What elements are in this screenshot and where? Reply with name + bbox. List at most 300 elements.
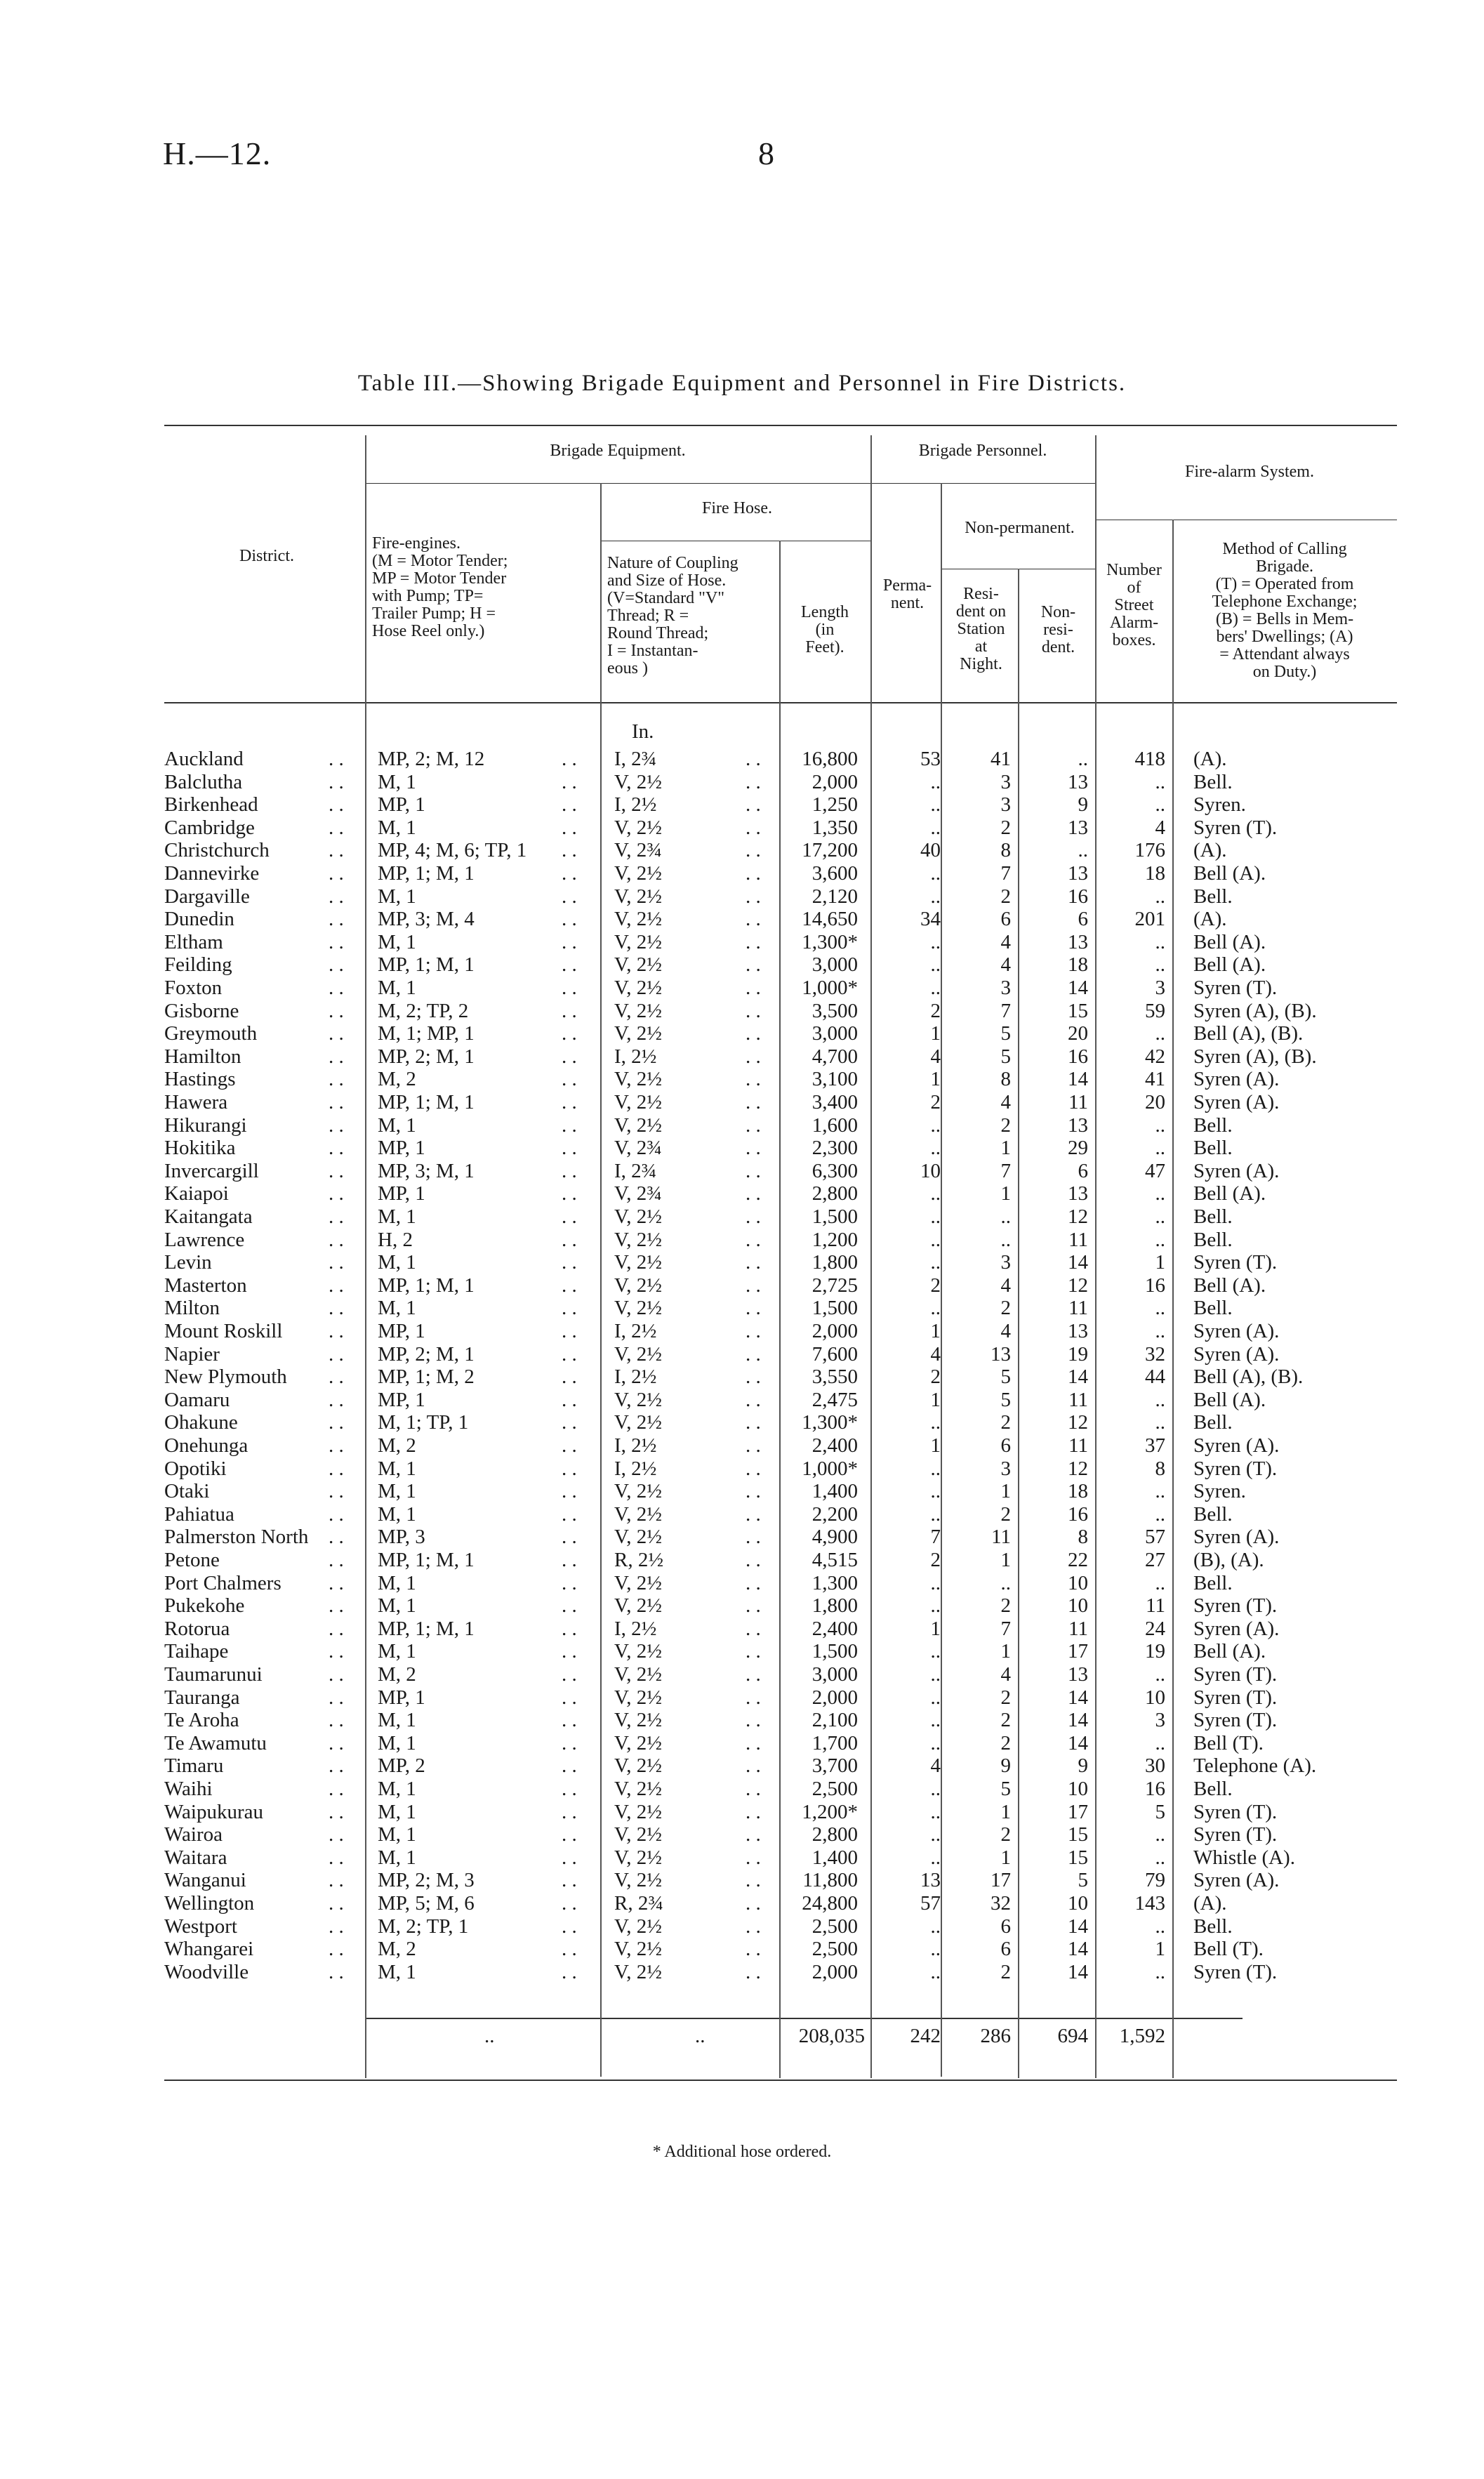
permanent-cell: ..: [930, 862, 941, 885]
hose-cell: V, 2½: [614, 1846, 662, 1869]
length-cell: 1,600: [811, 1113, 858, 1137]
resident-cell: 3: [1000, 977, 1011, 999]
alarm-boxes-cell: ..: [1155, 1411, 1165, 1434]
hose-cell: V, 2½: [614, 1663, 662, 1686]
leader-dots: . .: [746, 885, 761, 908]
table-row: [0, 907, 1484, 931]
permanent-cell: ..: [930, 816, 941, 839]
non-resident-cell: 15: [1068, 1823, 1088, 1846]
hose-cell: V, 2½: [614, 1113, 662, 1137]
resident-cell: 2: [1000, 1411, 1011, 1434]
header-street-boxes: Number of Street Alarm- boxes.: [1106, 561, 1162, 649]
page-reference: H.—12.: [163, 135, 272, 171]
permanent-cell: ..: [930, 1251, 941, 1274]
hose-cell: V, 2½: [614, 1480, 662, 1503]
non-resident-cell: 14: [1068, 1251, 1088, 1274]
table-title: Table III.—Showing Brigade Equipment and Personnel in Fire Districts.: [357, 371, 1127, 396]
permanent-cell: ..: [930, 770, 941, 793]
hose-cell: V, 2½: [614, 1754, 662, 1778]
district-cell: Greymouth: [164, 1022, 258, 1045]
leader-dots: . .: [329, 1159, 344, 1182]
alarm-boxes-cell: ..: [1155, 1571, 1165, 1594]
district-cell: Masterton: [164, 1274, 247, 1297]
total-non-resident: 694: [1057, 2025, 1088, 2047]
resident-cell: 2: [1000, 1594, 1011, 1618]
district-cell: Hikurangi: [164, 1113, 247, 1137]
non-resident-cell: 10: [1068, 1778, 1088, 1800]
hose-cell: V, 2¾: [614, 1182, 662, 1205]
engines-cell: M, 1: [378, 770, 416, 793]
district-cell: Port Chalmers: [164, 1571, 281, 1594]
table-row: [0, 1067, 1484, 1091]
engines-cell: MP, 1: [378, 1686, 425, 1709]
length-cell: 2,000: [811, 1686, 858, 1709]
leader-dots: . .: [746, 1480, 761, 1503]
leader-dots: . .: [329, 1274, 344, 1297]
leader-dots: . .: [746, 1137, 761, 1160]
non-resident-cell: 14: [1068, 1686, 1088, 1709]
resident-cell: 3: [1000, 1457, 1011, 1480]
resident-cell: 32: [991, 1892, 1011, 1915]
resident-cell: 4: [1000, 1663, 1011, 1686]
leader-dots: . .: [329, 1846, 344, 1869]
non-resident-cell: 13: [1068, 1113, 1088, 1137]
alarm-boxes-cell: 37: [1145, 1434, 1165, 1457]
alarm-boxes-cell: ..: [1155, 1228, 1165, 1251]
hose-cell: V, 2½: [614, 1022, 662, 1045]
leader-dots: . .: [329, 1502, 344, 1526]
method-cell: Bell (A).: [1193, 1640, 1266, 1663]
table-row: [0, 1365, 1484, 1389]
length-cell: 1,350: [811, 816, 858, 839]
hose-cell: V, 2½: [614, 862, 662, 885]
leader-dots: . .: [329, 793, 344, 817]
leader-dots: . .: [562, 1754, 577, 1778]
leader-dots: . .: [746, 1182, 761, 1205]
alarm-boxes-cell: 4: [1155, 816, 1165, 839]
engines-cell: M, 1: [378, 1846, 416, 1869]
method-cell: Bell (A), (B).: [1193, 1366, 1304, 1389]
method-cell: Syren (T).: [1193, 1594, 1278, 1618]
permanent-cell: ..: [930, 1640, 941, 1663]
length-cell: 2,000: [811, 770, 858, 793]
non-resident-cell: 11: [1068, 1388, 1088, 1411]
engines-cell: M, 1: [378, 1457, 416, 1480]
resident-cell: 3: [1000, 1251, 1011, 1274]
district-cell: Whangarei: [164, 1938, 254, 1961]
method-cell: Syren (T).: [1193, 1457, 1278, 1480]
leader-dots: . .: [329, 1594, 344, 1618]
leader-dots: . .: [746, 1754, 761, 1778]
non-resident-cell: 13: [1068, 1320, 1088, 1342]
header-fire-hose: Fire Hose.: [702, 499, 772, 517]
table-row: [0, 885, 1484, 908]
alarm-boxes-cell: ..: [1155, 1320, 1165, 1342]
leader-dots: . .: [562, 1892, 577, 1915]
resident-cell: 4: [1000, 1091, 1011, 1113]
table-row: [0, 1891, 1484, 1915]
resident-cell: 4: [1000, 1320, 1011, 1342]
leader-dots: . .: [329, 1823, 344, 1846]
hose-cell: R, 2½: [614, 1549, 664, 1571]
leader-dots: . .: [329, 1869, 344, 1892]
alarm-boxes-cell: ..: [1155, 1297, 1165, 1320]
engines-cell: MP, 5; M, 6: [378, 1892, 475, 1915]
length-cell: 2,800: [811, 1823, 858, 1846]
leader-dots: . .: [329, 1411, 344, 1434]
inches-label: In.: [632, 720, 654, 743]
leader-dots: . .: [329, 1480, 344, 1503]
length-cell: 3,400: [811, 1091, 858, 1113]
engines-cell: M, 2: [378, 1068, 416, 1091]
leader-dots: . .: [746, 1068, 761, 1091]
engines-cell: M, 1: [378, 1731, 416, 1754]
alarm-boxes-cell: 19: [1145, 1640, 1165, 1663]
permanent-cell: ..: [930, 1137, 941, 1160]
permanent-cell: ..: [930, 953, 941, 977]
alarm-boxes-cell: 47: [1145, 1159, 1165, 1182]
method-cell: Whistle (A).: [1193, 1846, 1295, 1869]
hose-cell: V, 2½: [614, 1228, 662, 1251]
leader-dots: . .: [329, 977, 344, 999]
alarm-boxes-cell: 10: [1145, 1686, 1165, 1709]
length-cell: 2,475: [811, 1388, 858, 1411]
leader-dots: . .: [746, 1594, 761, 1618]
leader-dots: . .: [746, 1686, 761, 1709]
leader-dots: . .: [562, 1594, 577, 1618]
leader-dots: . .: [746, 748, 761, 770]
non-resident-cell: 12: [1068, 1205, 1088, 1228]
resident-cell: 5: [1000, 1778, 1011, 1800]
district-cell: Pukekohe: [164, 1594, 245, 1618]
method-cell: (B), (A).: [1193, 1549, 1264, 1571]
table-row: [0, 1388, 1484, 1412]
alarm-boxes-cell: 59: [1145, 999, 1165, 1022]
engines-cell: MP, 1; M, 1: [378, 1549, 475, 1571]
length-cell: 1,700: [811, 1731, 858, 1754]
permanent-cell: 40: [920, 839, 941, 862]
hose-cell: V, 2¾: [614, 839, 662, 862]
table-row: [0, 1960, 1484, 1984]
engines-cell: MP, 3; M, 4: [378, 908, 475, 931]
permanent-cell: 1: [930, 1022, 941, 1045]
resident-cell: 7: [1000, 1617, 1011, 1640]
engines-cell: M, 1: [378, 1251, 416, 1274]
leader-dots: . .: [746, 1159, 761, 1182]
district-cell: Dannevirke: [164, 862, 260, 885]
leader-dots: . .: [562, 1800, 577, 1823]
leader-dots: . .: [746, 1022, 761, 1045]
district-cell: Kaiapoi: [164, 1182, 229, 1205]
length-cell: 1,200*: [802, 1800, 858, 1823]
alarm-boxes-cell: ..: [1155, 793, 1165, 817]
header-resident: Resi- dent on Station at Night.: [955, 585, 1007, 673]
engines-cell: M, 1: [378, 1960, 416, 1983]
leader-dots: . .: [746, 1502, 761, 1526]
leader-dots: . .: [562, 1869, 577, 1892]
method-cell: Bell (A), (B).: [1193, 1022, 1304, 1045]
leader-dots: . .: [562, 1137, 577, 1160]
length-cell: 1,200: [811, 1228, 858, 1251]
engines-cell: M, 1: [378, 1480, 416, 1503]
leader-dots: . .: [746, 908, 761, 931]
district-cell: Mount Roskill: [164, 1320, 283, 1342]
method-cell: Syren (A).: [1193, 1526, 1280, 1549]
leader-dots: . .: [329, 1251, 344, 1274]
engines-cell: M, 1: [378, 1594, 416, 1618]
resident-cell: 7: [1000, 862, 1011, 885]
resident-cell: 2: [1000, 1823, 1011, 1846]
permanent-cell: 1: [930, 1388, 941, 1411]
non-resident-cell: 5: [1078, 1869, 1088, 1892]
leader-dots: . .: [746, 1297, 761, 1320]
non-resident-cell: 17: [1068, 1640, 1088, 1663]
header-method: Method of Calling Brigade. (T) = Operated from Telephone Exchange; (B) = Bells in Mem- bers' Dwellings; (A) = Attendant always on Duty.): [1212, 540, 1358, 681]
length-cell: 3,700: [811, 1754, 858, 1778]
table-row: [0, 1731, 1484, 1755]
hose-cell: V, 2½: [614, 1502, 662, 1526]
leader-dots: . .: [329, 748, 344, 770]
engines-cell: M, 1: [378, 1800, 416, 1823]
leader-dots: . .: [746, 1366, 761, 1389]
hose-cell: V, 2½: [614, 999, 662, 1022]
leader-dots: . .: [746, 1457, 761, 1480]
leader-dots: . .: [329, 1915, 344, 1938]
resident-cell: 6: [1000, 1915, 1011, 1938]
table-row: [0, 1434, 1484, 1457]
district-cell: Hamilton: [164, 1045, 241, 1068]
table-row: [0, 1800, 1484, 1824]
engines-cell: MP, 1; M, 1: [378, 1274, 475, 1297]
leader-dots: . .: [329, 1068, 344, 1091]
permanent-cell: 4: [930, 1754, 941, 1778]
hose-cell: V, 2½: [614, 1960, 662, 1983]
district-cell: Auckland: [164, 748, 244, 770]
length-cell: 4,900: [811, 1526, 858, 1549]
leader-dots: . .: [562, 793, 577, 817]
engines-cell: M, 1: [378, 1113, 416, 1137]
length-cell: 1,500: [811, 1297, 858, 1320]
length-cell: 1,300*: [802, 1411, 858, 1434]
engines-cell: MP, 1: [378, 793, 425, 817]
method-cell: Syren (A), (B).: [1193, 1045, 1317, 1068]
non-resident-cell: 16: [1068, 1502, 1088, 1526]
hose-cell: V, 2½: [614, 908, 662, 931]
leader-dots: . .: [562, 1571, 577, 1594]
method-cell: Syren (A).: [1193, 1434, 1280, 1457]
district-cell: Taumarunui: [164, 1663, 263, 1686]
alarm-boxes-cell: 42: [1145, 1045, 1165, 1068]
method-cell: Syren (A), (B).: [1193, 999, 1317, 1022]
non-resident-cell: 29: [1068, 1137, 1088, 1160]
leader-dots: . .: [562, 1411, 577, 1434]
method-cell: Bell (T).: [1193, 1731, 1264, 1754]
method-cell: Bell.: [1193, 1228, 1233, 1251]
total-boxes: 1,592: [1119, 2025, 1165, 2047]
table-row: [0, 1548, 1484, 1572]
engines-cell: MP, 4; M, 6; TP, 1: [378, 839, 527, 862]
table-row: [0, 1777, 1484, 1801]
length-cell: 1,500: [811, 1640, 858, 1663]
length-cell: 2,500: [811, 1915, 858, 1938]
permanent-cell: ..: [930, 1686, 941, 1709]
engines-cell: M, 2: [378, 1663, 416, 1686]
hose-cell: R, 2¾: [614, 1892, 664, 1915]
district-cell: Christchurch: [164, 839, 270, 862]
header-non-resident: Non- resi- dent.: [1040, 603, 1076, 656]
leader-dots: . .: [746, 1846, 761, 1869]
engines-cell: MP, 2; M, 12: [378, 748, 485, 770]
leader-dots: . .: [562, 1297, 577, 1320]
leader-dots: . .: [329, 1182, 344, 1205]
leader-dots: . .: [562, 908, 577, 931]
district-cell: Timaru: [164, 1754, 224, 1778]
leader-dots: . .: [562, 1022, 577, 1045]
method-cell: Syren (A).: [1193, 1068, 1280, 1091]
leader-dots: . .: [562, 977, 577, 999]
leader-dots: . .: [329, 1022, 344, 1045]
method-cell: Bell.: [1193, 1502, 1233, 1526]
length-cell: 1,800: [811, 1594, 858, 1618]
engines-cell: MP, 1: [378, 1182, 425, 1205]
permanent-cell: ..: [930, 1228, 941, 1251]
non-resident-cell: 19: [1068, 1342, 1088, 1366]
alarm-boxes-cell: ..: [1155, 1960, 1165, 1983]
leader-dots: . .: [562, 885, 577, 908]
hose-cell: V, 2½: [614, 1411, 662, 1434]
permanent-cell: ..: [930, 1571, 941, 1594]
non-resident-cell: 20: [1068, 1022, 1088, 1045]
hose-cell: V, 2½: [614, 1686, 662, 1709]
leader-dots: . .: [746, 1640, 761, 1663]
leader-dots: . .: [329, 1731, 344, 1754]
leader-dots: . .: [746, 1205, 761, 1228]
length-cell: 2,200: [811, 1502, 858, 1526]
non-resident-cell: 18: [1068, 1480, 1088, 1503]
resident-cell: 4: [1000, 953, 1011, 977]
header-permanent: Perma- nent.: [882, 576, 932, 612]
resident-cell: ..: [1000, 1228, 1011, 1251]
alarm-boxes-cell: ..: [1155, 1502, 1165, 1526]
method-cell: Bell.: [1193, 1411, 1233, 1434]
alarm-boxes-cell: ..: [1155, 770, 1165, 793]
engines-cell: M, 1: [378, 885, 416, 908]
non-resident-cell: 11: [1068, 1228, 1088, 1251]
method-cell: Syren (T).: [1193, 1663, 1278, 1686]
resident-cell: ..: [1000, 1205, 1011, 1228]
length-cell: 2,725: [811, 1274, 858, 1297]
engines-cell: MP, 1; M, 1: [378, 1091, 475, 1113]
district-cell: Palmerston North: [164, 1526, 309, 1549]
table-row: [0, 1182, 1484, 1205]
footnote: * Additional hose ordered.: [652, 2143, 832, 2161]
alarm-boxes-cell: 8: [1155, 1457, 1165, 1480]
method-cell: Bell.: [1193, 1137, 1233, 1160]
leader-dots: . .: [562, 1915, 577, 1938]
leader-dots: . .: [562, 816, 577, 839]
district-cell: New Plymouth: [164, 1366, 287, 1389]
method-cell: Bell (A).: [1193, 1182, 1266, 1205]
length-cell: 1,800: [811, 1251, 858, 1274]
leader-dots: . .: [329, 1663, 344, 1686]
equipment-divider: [365, 483, 870, 484]
table-row: [0, 1754, 1484, 1778]
district-cell: Cambridge: [164, 816, 255, 839]
hose-cell: V, 2½: [614, 930, 662, 953]
leader-dots: . .: [329, 930, 344, 953]
table-row: [0, 930, 1484, 954]
permanent-cell: ..: [930, 1411, 941, 1434]
engines-cell: MP, 3; M, 1: [378, 1159, 475, 1182]
total-length: 208,035: [798, 2025, 865, 2047]
hose-cell: V, 2½: [614, 1388, 662, 1411]
hose-cell: I, 2½: [614, 1320, 657, 1342]
engines-cell: MP, 3: [378, 1526, 425, 1549]
district-cell: Te Awamutu: [164, 1731, 267, 1754]
table-row: [0, 1662, 1484, 1686]
hose-cell: V, 2½: [614, 1526, 662, 1549]
hose-cell: V, 2½: [614, 816, 662, 839]
permanent-cell: ..: [930, 1846, 941, 1869]
leader-dots: . .: [329, 1526, 344, 1549]
alarm-boxes-cell: 5: [1155, 1800, 1165, 1823]
alarm-boxes-cell: 418: [1134, 748, 1165, 770]
table-row: [0, 1571, 1484, 1595]
header-fire-engines: Fire-engines. (M = Motor Tender; MP = Motor Tender with Pump; TP= Trailer Pump; H = Hose Reel only.): [372, 534, 508, 640]
leader-dots: . .: [562, 1388, 577, 1411]
leader-dots: . .: [746, 770, 761, 793]
resident-cell: 1: [1000, 1800, 1011, 1823]
method-cell: Bell.: [1193, 1205, 1233, 1228]
length-cell: 1,500: [811, 1205, 858, 1228]
alarm-boxes-cell: ..: [1155, 953, 1165, 977]
alarm-boxes-cell: ..: [1155, 1663, 1165, 1686]
hose-cell: V, 2½: [614, 1297, 662, 1320]
hose-cell: V, 2½: [614, 1571, 662, 1594]
district-cell: Hastings: [164, 1068, 236, 1091]
alarm-boxes-cell: 143: [1134, 1892, 1165, 1915]
leader-dots: . .: [746, 1938, 761, 1961]
resident-cell: 2: [1000, 1709, 1011, 1732]
method-cell: (A).: [1193, 839, 1227, 862]
permanent-cell: ..: [930, 1205, 941, 1228]
table-row: [0, 1410, 1484, 1434]
hose-cell: V, 2½: [614, 1594, 662, 1618]
permanent-cell: ..: [930, 1778, 941, 1800]
hose-cell: V, 2½: [614, 977, 662, 999]
table-row: [0, 1708, 1484, 1732]
length-cell: 3,100: [811, 1068, 858, 1091]
engines-cell: MP, 2; M, 1: [378, 1045, 475, 1068]
district-cell: Te Aroha: [164, 1709, 239, 1732]
alarm-boxes-cell: 1: [1155, 1251, 1165, 1274]
table-row: [0, 1937, 1484, 1961]
permanent-cell: ..: [930, 1938, 941, 1961]
leader-dots: . .: [329, 1457, 344, 1480]
leader-dots: . .: [329, 1571, 344, 1594]
engines-cell: MP, 1; M, 2: [378, 1366, 475, 1389]
alarm-boxes-cell: ..: [1155, 1731, 1165, 1754]
alarm-boxes-cell: ..: [1155, 1022, 1165, 1045]
resident-cell: 4: [1000, 930, 1011, 953]
alarm-boxes-cell: ..: [1155, 1915, 1165, 1938]
leader-dots: . .: [746, 1571, 761, 1594]
district-cell: Oamaru: [164, 1388, 230, 1411]
non-resident-cell: 15: [1068, 999, 1088, 1022]
hose-cell: I, 2¾: [614, 1159, 657, 1182]
table-row: [0, 1296, 1484, 1320]
engines-cell: MP, 1; M, 1: [378, 953, 475, 977]
